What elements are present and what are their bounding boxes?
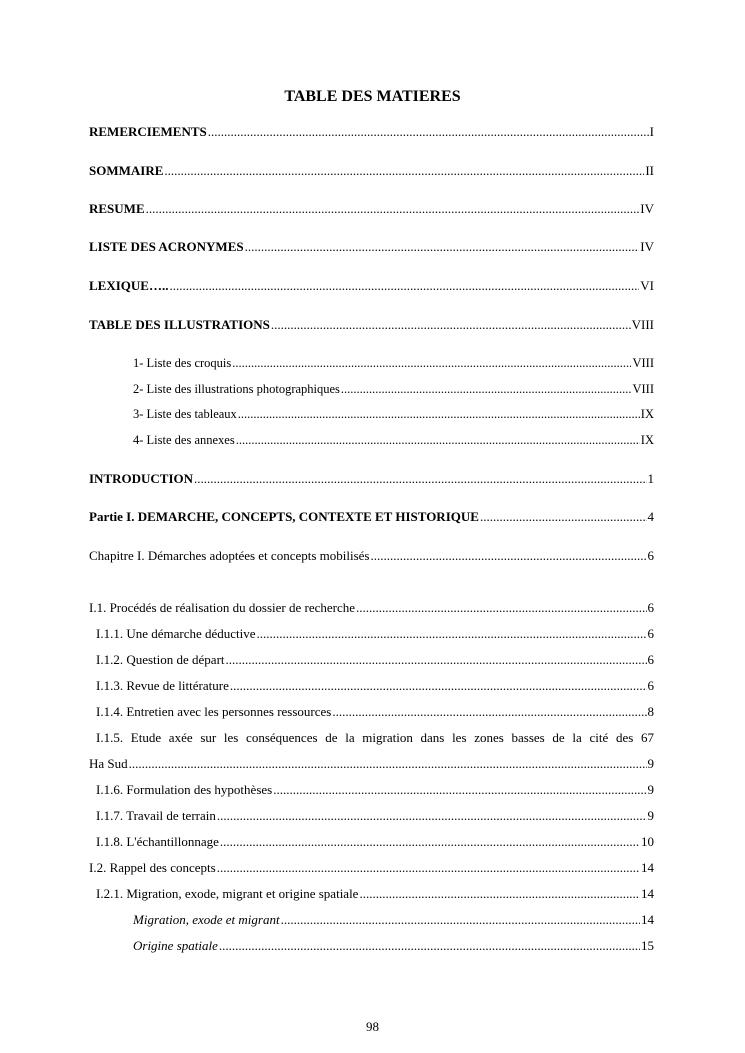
toc-entry-label: I.1.1. Une démarche déductive <box>96 626 256 641</box>
toc-subentry-tableaux[interactable] <box>133 406 654 422</box>
toc-entry-label: SOMMAIRE <box>89 163 164 178</box>
toc-entry-label: Chapitre I. Démarches adoptées et concepts mobilisés <box>89 548 370 563</box>
toc-entry-illustrations[interactable] <box>89 317 654 333</box>
toc-entry-page: IV <box>640 201 654 216</box>
toc-entry-lexique[interactable] <box>89 278 654 294</box>
toc-entry-label: LEXIQUE….. <box>89 278 169 293</box>
toc-entry-page: 14 <box>641 860 654 875</box>
toc-entry-sommaire[interactable] <box>89 163 654 179</box>
toc-entry-page: 6 <box>647 626 654 641</box>
toc-entry-label: RESUME <box>89 201 145 216</box>
toc-section-i18[interactable] <box>96 834 654 850</box>
toc-subentry-annexes[interactable] <box>133 432 654 448</box>
toc-section-i2[interactable] <box>89 860 654 876</box>
toc-italic-migration[interactable] <box>133 912 654 928</box>
toc-entry-page: 4 <box>647 509 654 524</box>
toc-italic-origine[interactable] <box>133 938 654 954</box>
toc-section-i1[interactable] <box>89 600 654 616</box>
toc-entry-page: 6 <box>647 678 654 693</box>
toc-entry-remerciements[interactable] <box>89 124 654 140</box>
toc-entry-label: I.2. Rappel des concepts <box>89 860 216 875</box>
toc-entry-label: LISTE DES ACRONYMES <box>89 239 244 254</box>
toc-section-i21[interactable] <box>96 886 654 902</box>
toc-entry-acronymes[interactable] <box>89 239 654 255</box>
toc-entry-page: IV <box>640 239 654 254</box>
toc-entry-label: 2- Liste des illustrations photographiques <box>133 382 340 396</box>
toc-entry-page: 14 <box>641 886 654 901</box>
toc-entry-label: I.1.2. Question de départ <box>96 652 225 667</box>
toc-section-i14[interactable] <box>96 704 654 720</box>
toc-entry-label: 4- Liste des annexes <box>133 433 235 447</box>
toc-entry-introduction[interactable] <box>89 471 654 487</box>
toc-entry-page: 1 <box>647 471 654 486</box>
toc-entry-page: 9 <box>647 756 654 771</box>
toc-section-i11[interactable] <box>96 626 654 642</box>
toc-entry-page: 9 <box>647 782 654 797</box>
toc-entry-label: I.1. Procédés de réalisation du dossier de recherche <box>89 600 356 615</box>
toc-section-i17[interactable] <box>96 808 654 824</box>
toc-entry-page: 15 <box>641 938 654 953</box>
toc-entry-page: VIII <box>632 382 654 396</box>
toc-entry-page: 14 <box>641 912 654 927</box>
toc-entry-page: IX <box>640 407 654 421</box>
toc-entry-label: I.2.1. Migration, exode, migrant et origine spatiale <box>96 886 359 901</box>
toc-entry-page: VIII <box>632 356 654 370</box>
toc-entry-label: I.1.6. Formulation des hypothèses <box>96 782 273 797</box>
toc-entry-page: 6 <box>647 548 654 563</box>
toc-subentry-croquis[interactable] <box>133 355 654 371</box>
page-number: 98 <box>366 1019 379 1034</box>
toc-entry-label: 1- Liste des croquis <box>133 356 232 370</box>
toc-entry-label: I.1.4. Entretien avec les personnes ressources <box>96 704 332 719</box>
toc-entry-page: II <box>645 163 654 178</box>
toc-entry-page: IX <box>640 433 654 447</box>
toc-entry-label: Ha Sud <box>89 756 128 771</box>
toc-entry-resume[interactable] <box>89 201 654 217</box>
toc-entry-page: 8 <box>647 704 654 719</box>
toc-section-i13[interactable] <box>96 678 654 694</box>
toc-entry-partie-1[interactable] <box>89 509 654 525</box>
toc-entry-page: 6 <box>647 652 654 667</box>
toc-section-i16[interactable] <box>96 782 654 798</box>
toc-entry-label: 3- Liste des tableaux <box>133 407 237 421</box>
toc-entry-label: TABLE DES ILLUSTRATIONS <box>89 317 270 332</box>
toc-section-i12[interactable] <box>96 652 654 668</box>
toc-entry-page: 9 <box>647 808 654 823</box>
toc-entry-label: I.1.3. Revue de littérature <box>96 678 229 693</box>
toc-entry-page: 6 <box>647 600 654 615</box>
toc-entry-page: VIII <box>631 317 654 332</box>
toc-section-i15-line1[interactable]: I.1.5. Etude axée sur les conséquences de la migration dans les zones basses de la cité des 67 <box>96 730 654 745</box>
toc-entry-label: REMERCIEMENTS <box>89 124 207 139</box>
toc-entry-chapitre-1[interactable] <box>89 548 654 564</box>
toc-entry-label: Partie I. DEMARCHE, CONCEPTS, CONTEXTE ET HISTORIQUE <box>89 509 479 524</box>
toc-entry-label: Origine spatiale <box>133 938 218 953</box>
toc-entry-label: I.1.7. Travail de terrain <box>96 808 216 823</box>
toc-entry-page: I <box>649 124 654 139</box>
toc-entry-label: INTRODUCTION <box>89 471 194 486</box>
page-title: TABLE DES MATIERES <box>284 88 461 105</box>
toc-entry-label: I.1.8. L'échantillonnage <box>96 834 219 849</box>
toc-section-i15-line2[interactable] <box>89 756 654 772</box>
toc-entry-page: 10 <box>641 834 654 849</box>
toc-subentry-photos[interactable] <box>133 381 654 397</box>
toc-entry-page: VI <box>640 278 654 293</box>
toc-entry-label: Migration, exode et migrant <box>133 912 280 927</box>
